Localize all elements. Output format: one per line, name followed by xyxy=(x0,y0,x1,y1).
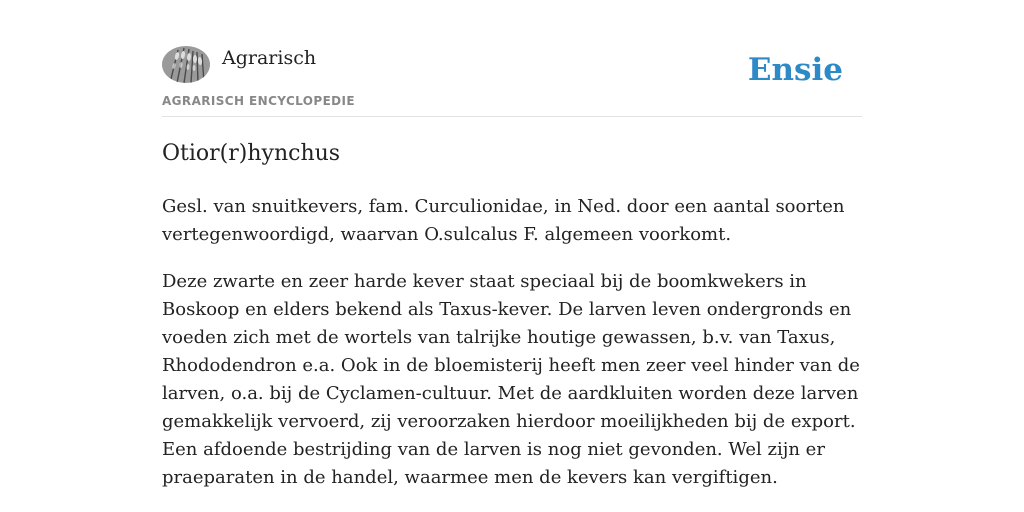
article-paragraph: Gesl. van snuitkevers, fam. Curculionidae, in Ned. door een aantal soorten vertegenwoordigd, waarvan O.sulcalus F. algemeen voorkomt. xyxy=(162,196,845,245)
source-title[interactable]: Agrarisch xyxy=(222,47,317,69)
ensie-logo-link[interactable]: Ensie xyxy=(747,52,843,88)
article xyxy=(162,139,862,492)
wheat-ears-icon[interactable] xyxy=(162,46,210,83)
source-subtitle[interactable]: AGRARISCH ENCYCLOPEDIE xyxy=(162,94,355,108)
source-header xyxy=(162,45,862,117)
article-title: Otior(r)hynchus xyxy=(162,141,341,166)
article-paragraph: Deze zwarte en zeer harde kever staat speciaal bij de boomkwekers in Boskoop en elders bekend als Taxus-kever. De larven leven ondergronds en voeden zich met de wortels van talrijke houtige gewassen, b.v. van Taxus, Rhododendron e.a. Ook in de bloemisterij heeft men zeer veel hinder van de larven, o.a. bij de Cyclamen-cultuur. Met de aardkluiten worden deze larven gemakkelijk vervoerd, zij veroorzaken hierdoor moeilijkheden bij de export. Een afdoende bestrijding van de larven is nog niet gevonden. Wel zijn er praeparaten in de handel, waarmee men de kevers kan vergiftigen. xyxy=(162,271,860,488)
